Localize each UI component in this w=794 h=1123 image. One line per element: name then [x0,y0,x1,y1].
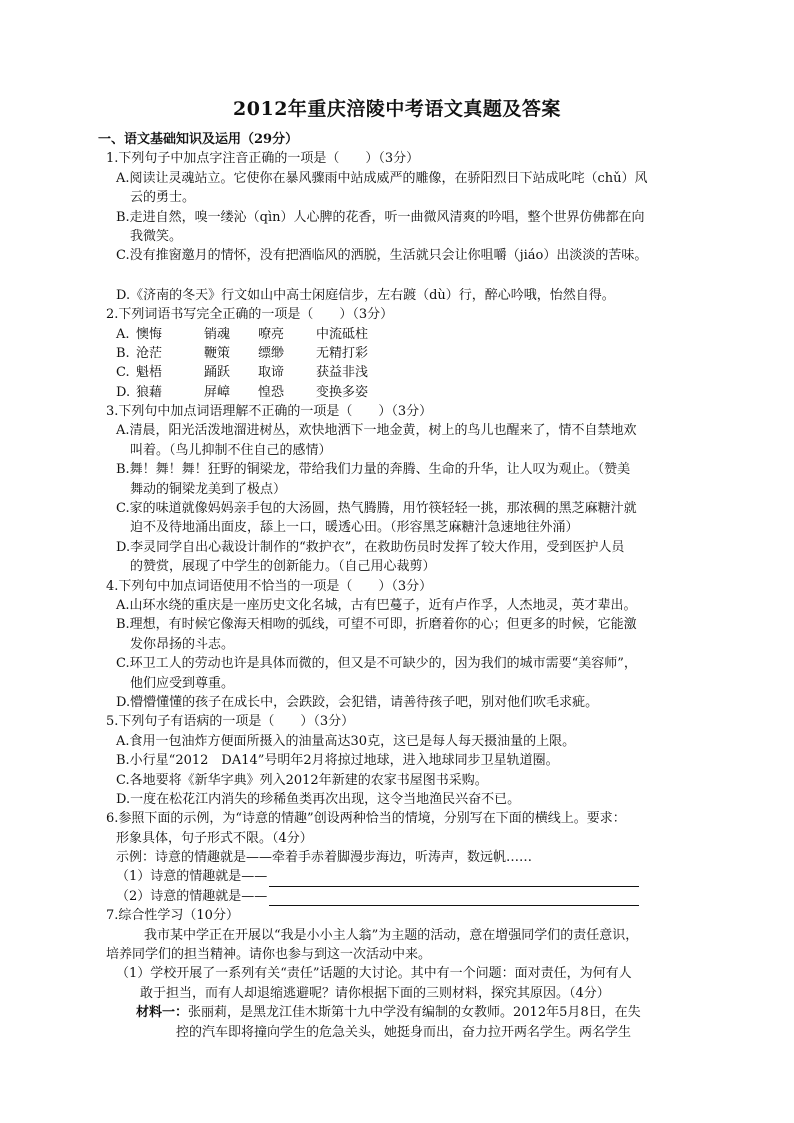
question-4-option-c-cont: 他们应受到尊重。 [130,675,235,691]
option-letter: A. [116,326,130,342]
question-6-stem: 6.参照下面的示例，为“诗意的情趣”创设两种恰当的情境，分别写在下面的横线上。要求： [106,811,626,827]
material-1-cont: 控的汽车即将撞向学生的危急关头，她挺身而出，奋力拉开两名学生。两名学生 [176,1024,632,1040]
question-1-option-b-cont: 我微笑。 [130,228,183,244]
option-word: 踊跃 [204,365,231,381]
question-3-stem: 3.下列句中加点词语理解不正确的一项是（ ）（3分） [106,404,433,420]
option-word: 嘹亮 [258,326,285,342]
option-word: 变换多姿 [316,384,369,400]
question-6-example: 示例：诗意的情趣就是——牵着手赤着脚漫步海边，听涛声，数远帆…… [116,850,533,866]
question-2-option-b [106,344,696,363]
question-1-option-b: B.走进自然，嗅一缕沁（qìn）人心脾的花香，听一曲微风清爽的吟唱，整个世界仿佛都在向 [116,209,645,225]
question-1-stem: 1.下列句子中加点字注音正确的一项是（ ）（3分） [106,151,420,167]
question-2-option-a [106,325,696,344]
option-word: 惶恐 [258,384,285,400]
question-3-option-b: B.舞！舞！舞！狂野的铜梁龙，带给我们力量的奔腾、生命的升华，让人叹为观止。（赞美 [116,462,631,478]
option-word: 取谛 [258,365,285,381]
option-letter: D. [116,384,131,400]
question-5-stem: 5.下列句子有语病的一项是（ ）（3分） [106,714,355,730]
option-word: 沧茫 [136,345,163,361]
question-2-option-c [106,363,696,382]
question-7-sub-1: （1）学校开展了一系列有关“责任”话题的大讨论。其中有一个问题：面对责任，为何有人 [116,966,632,982]
document-title: 2012年重庆涪陵中考语文真题及答案 [233,98,561,120]
question-4-option-b-cont: 发你昂扬的斗志。 [130,636,235,652]
question-1-option-a-cont: 云的勇士。 [130,190,196,206]
question-5-option-b: B.小行星“2012 DA14”号明年2月将掠过地球，进入地球同步卫星轨道圈。 [116,753,559,769]
section-heading: 一、语文基础知识及运用（29分） [98,132,299,147]
question-6-stem-cont: 形象具体，句子形式不限。（4分） [116,830,313,846]
question-5-option-d: D.一度在松花江内消失的珍稀鱼类再次出现，这令当地渔民兴奋不已。 [116,791,521,807]
option-word: 无精打彩 [316,345,369,361]
question-4-option-c: C.环卫工人的劳动也许是具体而微的，但又是不可缺少的，因为我们的城市需要“美容师”， [116,656,637,672]
option-letter: B. [116,345,130,361]
option-word: 懊悔 [136,326,163,342]
question-6-answer-1 [106,867,696,886]
question-7-intro-cont: 培养同学们的担当精神。请你也参与到这一次活动中来。 [106,947,432,963]
question-3-option-d-cont: 的赞赏，展现了中学生的创新能力。（自己用心裁剪） [130,559,436,575]
answer-1-blank[interactable] [269,872,639,887]
option-word: 屏嶂 [204,384,231,400]
question-3-option-b-cont: 舞动的铜梁龙美到了极点） [130,481,287,497]
question-1-option-a: A.阅读让灵魂站立。它使你在暴风骤雨中站成威严的雕像，在骄阳烈日下站成叱咤（chǔ）风 [116,170,648,186]
question-1-option-c: C.没有推窗邀月的情怀，没有把酒临风的洒脱，生活就只会让你咀嚼（jiáo）出淡淡的苦味。 [116,248,648,264]
option-word: 鞭策 [204,345,231,361]
answer-2-blank[interactable] [269,891,639,906]
answer-2-prompt: （2）诗意的情趣就是—— [116,888,268,904]
question-7-intro: 我市某中学正在开展以“我是小小主人翁”为主题的活动，意在增强同学们的责任意识， [144,927,639,943]
question-4-option-d: D.懵懵懂懂的孩子在成长中，会跌跤，会犯错，请善待孩子吧，别对他们吹毛求疵。 [116,694,599,710]
question-5-option-a: A.食用一包油炸方便面所摄入的油量高达30克，这已是每人每天摄油量的上限。 [116,733,576,749]
question-4-stem: 4.下列句中加点词语使用不恰当的一项是（ ）（3分） [106,578,433,594]
option-word: 狼藉 [136,384,163,400]
question-3-option-c: C.家的味道就像妈妈亲手包的大汤圆，热气腾腾，用竹筷轻轻一挑，那浓稠的黑芝麻糖汁就 [116,501,637,517]
question-3-option-a-cont: 叫着。（鸟儿抑制不住自己的感情） [130,442,332,458]
option-word: 魁梧 [136,365,163,381]
material-1-text: 张丽莉，是黑龙江佳木斯第十九中学没有编制的女教师。2012年5月8日，在失 [188,1005,641,1021]
option-word: 中流砥柱 [316,326,369,342]
material-1-label: 材料一： [136,1005,189,1021]
question-3-option-d: D.李灵同学自出心裁设计制作的“救护衣”，在救助伤员时发挥了较大作用，受到医护人员 [116,539,625,555]
question-3-option-a: A.清晨，阳光活泼地溜进树丛，欢快地洒下一地金黄，树上的鸟儿也醒来了，情不自禁地欢 [116,423,637,439]
question-4-option-a: A.山环水绕的重庆是一座历史文化名城，古有巴蔓子，近有卢作孚，人杰地灵，英才辈出。 [116,597,637,613]
question-6-answer-2 [106,887,696,906]
document-body [98,130,696,1042]
material-1 [106,1003,696,1022]
question-3-option-c-cont: 迫不及待地涌出面皮，舔上一口，暖透心田。（形容黑芝麻糖汁急速地往外涌） [130,520,579,536]
spacer [106,266,696,286]
option-word: 销魂 [204,326,231,342]
question-5-option-c: C.各地要将《新华字典》列入2012年新建的农家书屋图书采购。 [116,772,488,788]
option-word: 缥缈 [258,345,285,361]
question-1-option-d: D.《济南的冬天》行文如山中高士闲庭信步，左右踱（dù）行，醉心吟哦，怡然自得。 [116,287,615,303]
question-7-sub-1-cont: 敢于担当，而有人却退缩逃避呢？请你根据下面的三则材料，探究其原因。（4分） [140,985,610,1001]
question-7-stem: 7.综合性学习（10分） [106,908,239,924]
question-4-option-b: B.理想，有时候它像海天相吻的弧线，可望不可即，折磨着你的心；但更多的时候，它能激 [116,617,637,633]
option-word: 获益非浅 [316,365,369,381]
option-letter: C. [116,365,130,381]
question-2-stem: 2.下列词语书写完全正确的一项是（ ）（3分） [106,307,394,323]
answer-1-prompt: （1）诗意的情趣就是—— [116,869,268,885]
question-2-option-d [106,383,696,402]
